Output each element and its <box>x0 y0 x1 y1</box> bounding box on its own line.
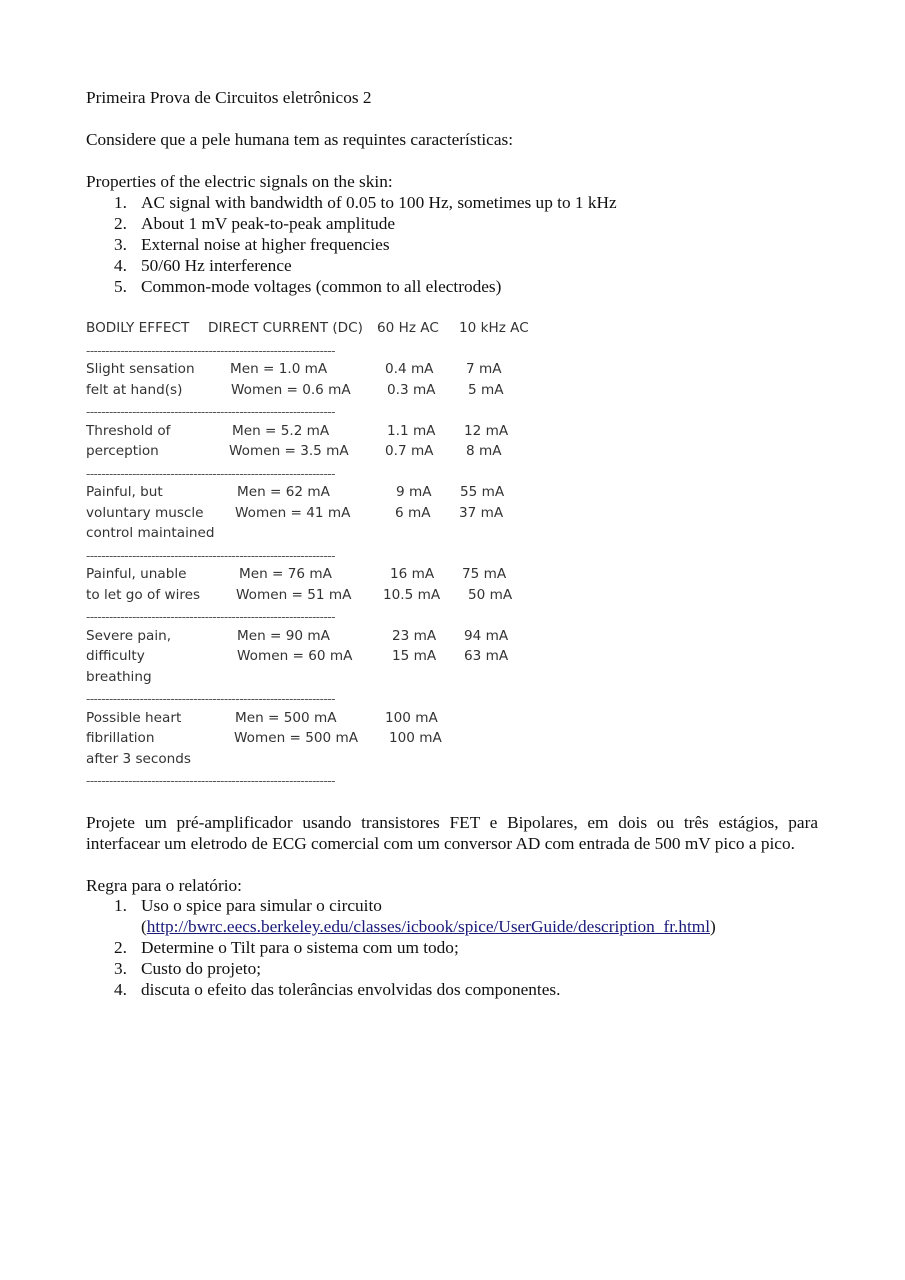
effect-cell: perception <box>86 443 159 459</box>
effect-cell: felt at hand(s) <box>86 381 183 398</box>
table-row <box>86 730 646 751</box>
effect-cell: to let go of wires <box>86 586 201 603</box>
list-number: 3. <box>114 235 127 254</box>
table-row <box>86 710 646 731</box>
list-text: AC signal with bandwidth of 0.05 to 100 Hz, sometimes up to 1 kHz <box>141 193 617 212</box>
effect-cell: breathing <box>86 668 152 685</box>
rules-list <box>86 895 826 1000</box>
table-row <box>86 669 646 690</box>
ac10k-cell: 12 mA <box>464 422 509 439</box>
table-separator: ----------------------------------------------------------------- <box>86 343 335 358</box>
list-number: 4. <box>114 980 127 999</box>
dc-men-cell: Men = 90 mA <box>237 627 330 644</box>
ac10k-cell: 50 mA <box>468 586 513 603</box>
properties-heading: Properties of the electric signals on the skin: <box>86 172 393 191</box>
table-separator: ----------------------------------------------------------------- <box>86 692 335 706</box>
table-row <box>86 423 646 444</box>
effect-cell: Possible heart <box>86 709 182 726</box>
list-number: 2. <box>114 938 127 957</box>
list-number: 1. <box>114 896 127 915</box>
table-row <box>86 443 646 464</box>
ac60-cell: 6 mA <box>395 504 431 521</box>
dc-men-cell: Men = 62 mA <box>237 484 330 500</box>
effect-cell: Painful, but <box>86 484 163 500</box>
ac10k-cell: 63 mA <box>464 648 509 664</box>
list-text: Common-mode voltages (common to all electrodes) <box>141 277 502 296</box>
dc-women-cell: Women = 51 mA <box>236 586 352 603</box>
ac60-cell: 100 mA <box>389 730 442 746</box>
list-item <box>86 937 826 958</box>
header-direct-current: DIRECT CURRENT (DC) <box>208 320 363 336</box>
list-number: 5. <box>114 277 127 296</box>
table-row <box>86 648 646 669</box>
list-text: External noise at higher frequencies <box>141 235 390 254</box>
list-item <box>86 234 826 255</box>
list-item <box>86 979 826 1000</box>
ac60-cell: 0.7 mA <box>385 443 434 459</box>
link-open-paren: ( <box>141 917 147 936</box>
list-text: About 1 mV peak-to-peak amplitude <box>141 214 396 233</box>
table-row <box>86 566 646 587</box>
ac60-cell: 100 mA <box>385 709 438 726</box>
ac10k-cell: 7 mA <box>466 361 502 377</box>
effect-cell: voluntary muscle <box>86 504 204 521</box>
header-60hz-ac: 60 Hz AC <box>377 320 439 336</box>
effect-cell: fibrillation <box>86 730 155 746</box>
list-text: Determine o Tilt para o sistema com um todo; <box>141 938 459 957</box>
dc-men-cell: Men = 5.2 mA <box>232 422 330 439</box>
effect-cell: Painful, unable <box>86 566 187 582</box>
list-text: Custo do projeto; <box>141 959 262 978</box>
ac60-cell: 0.4 mA <box>385 361 434 377</box>
table-row <box>86 361 646 382</box>
rules-heading: Regra para o relatório: <box>86 876 242 895</box>
dc-women-cell: Women = 500 mA <box>234 730 359 746</box>
list-item <box>86 192 826 213</box>
effect-cell: after 3 seconds <box>86 750 192 767</box>
ac10k-cell: 5 mA <box>468 381 504 398</box>
ac60-cell: 0.3 mA <box>387 381 436 398</box>
list-text: Uso o spice para simular o circuito <box>141 896 382 915</box>
ac60-cell: 23 mA <box>392 627 437 644</box>
effect-cell: difficulty <box>86 648 145 664</box>
spice-guide-link[interactable]: http://bwrc.eecs.berkeley.edu/classes/icbook/spice/UserGuide/description_fr.html <box>146 917 710 936</box>
ac60-cell: 10.5 mA <box>383 586 441 603</box>
ac60-cell: 1.1 mA <box>387 422 436 439</box>
table-row <box>86 484 646 505</box>
table-row <box>86 505 646 526</box>
ac10k-cell: 55 mA <box>460 484 505 500</box>
ac60-cell: 16 mA <box>390 566 435 582</box>
table-separator: ----------------------------------------------------------------- <box>86 466 335 481</box>
list-text: 50/60 Hz interference <box>141 256 292 275</box>
table-separator: ----------------------------------------------------------------- <box>86 405 335 419</box>
dc-women-cell: Women = 3.5 mA <box>229 443 349 459</box>
list-number: 2. <box>114 214 127 233</box>
header-10khz-ac: 10 kHz AC <box>459 320 529 336</box>
bodily-effect-table <box>86 320 646 792</box>
effect-cell: Slight sensation <box>86 361 195 377</box>
table-row <box>86 382 646 403</box>
effect-cell: control maintained <box>86 525 215 541</box>
dc-women-cell: Women = 60 mA <box>237 648 353 664</box>
list-item <box>86 958 826 979</box>
intro-text: Considere que a pele humana tem as requintes características: <box>86 130 514 149</box>
table-separator: ----------------------------------------------------------------- <box>86 610 335 624</box>
list-number: 4. <box>114 256 127 275</box>
dc-men-cell: Men = 500 mA <box>235 709 337 726</box>
header-bodily-effect: BODILY EFFECT <box>86 320 190 336</box>
document-title: Primeira Prova de Circuitos eletrônicos 2 <box>86 88 372 107</box>
list-item <box>86 255 826 276</box>
link-close-paren: ) <box>710 917 716 936</box>
list-text: discuta o efeito das tolerâncias envolvidas dos componentes. <box>141 980 561 999</box>
ac60-cell: 15 mA <box>392 648 437 664</box>
ac10k-cell: 94 mA <box>464 627 509 644</box>
ac60-cell: 9 mA <box>396 484 432 500</box>
table-row <box>86 628 646 649</box>
list-number: 1. <box>114 193 127 212</box>
effect-cell: Threshold of <box>86 422 171 439</box>
dc-men-cell: Men = 1.0 mA <box>230 361 328 377</box>
table-header-row <box>86 320 646 341</box>
list-number: 3. <box>114 959 127 978</box>
table-row <box>86 587 646 608</box>
ac10k-cell: 75 mA <box>462 566 507 582</box>
dc-men-cell: Men = 76 mA <box>239 566 332 582</box>
list-item <box>86 895 826 937</box>
list-item <box>86 276 826 297</box>
table-row <box>86 751 646 772</box>
table-row <box>86 525 646 546</box>
table-separator: ----------------------------------------------------------------- <box>86 774 335 788</box>
dc-women-cell: Women = 0.6 mA <box>231 381 351 398</box>
effect-cell: Severe pain, <box>86 627 172 644</box>
project-paragraph: Projete um pré-amplificador usando transistores FET e Bipolares, em dois ou três estágios, para interfacear um eletrodo de ECG comercial com um conversor AD com entrada de 500 mV pico a pico. <box>86 813 818 853</box>
dc-women-cell: Women = 41 mA <box>235 504 351 521</box>
table-separator: ----------------------------------------------------------------- <box>86 548 335 563</box>
ac10k-cell: 37 mA <box>459 504 504 521</box>
properties-list <box>86 192 826 297</box>
ac10k-cell: 8 mA <box>466 443 502 459</box>
list-item <box>86 213 826 234</box>
